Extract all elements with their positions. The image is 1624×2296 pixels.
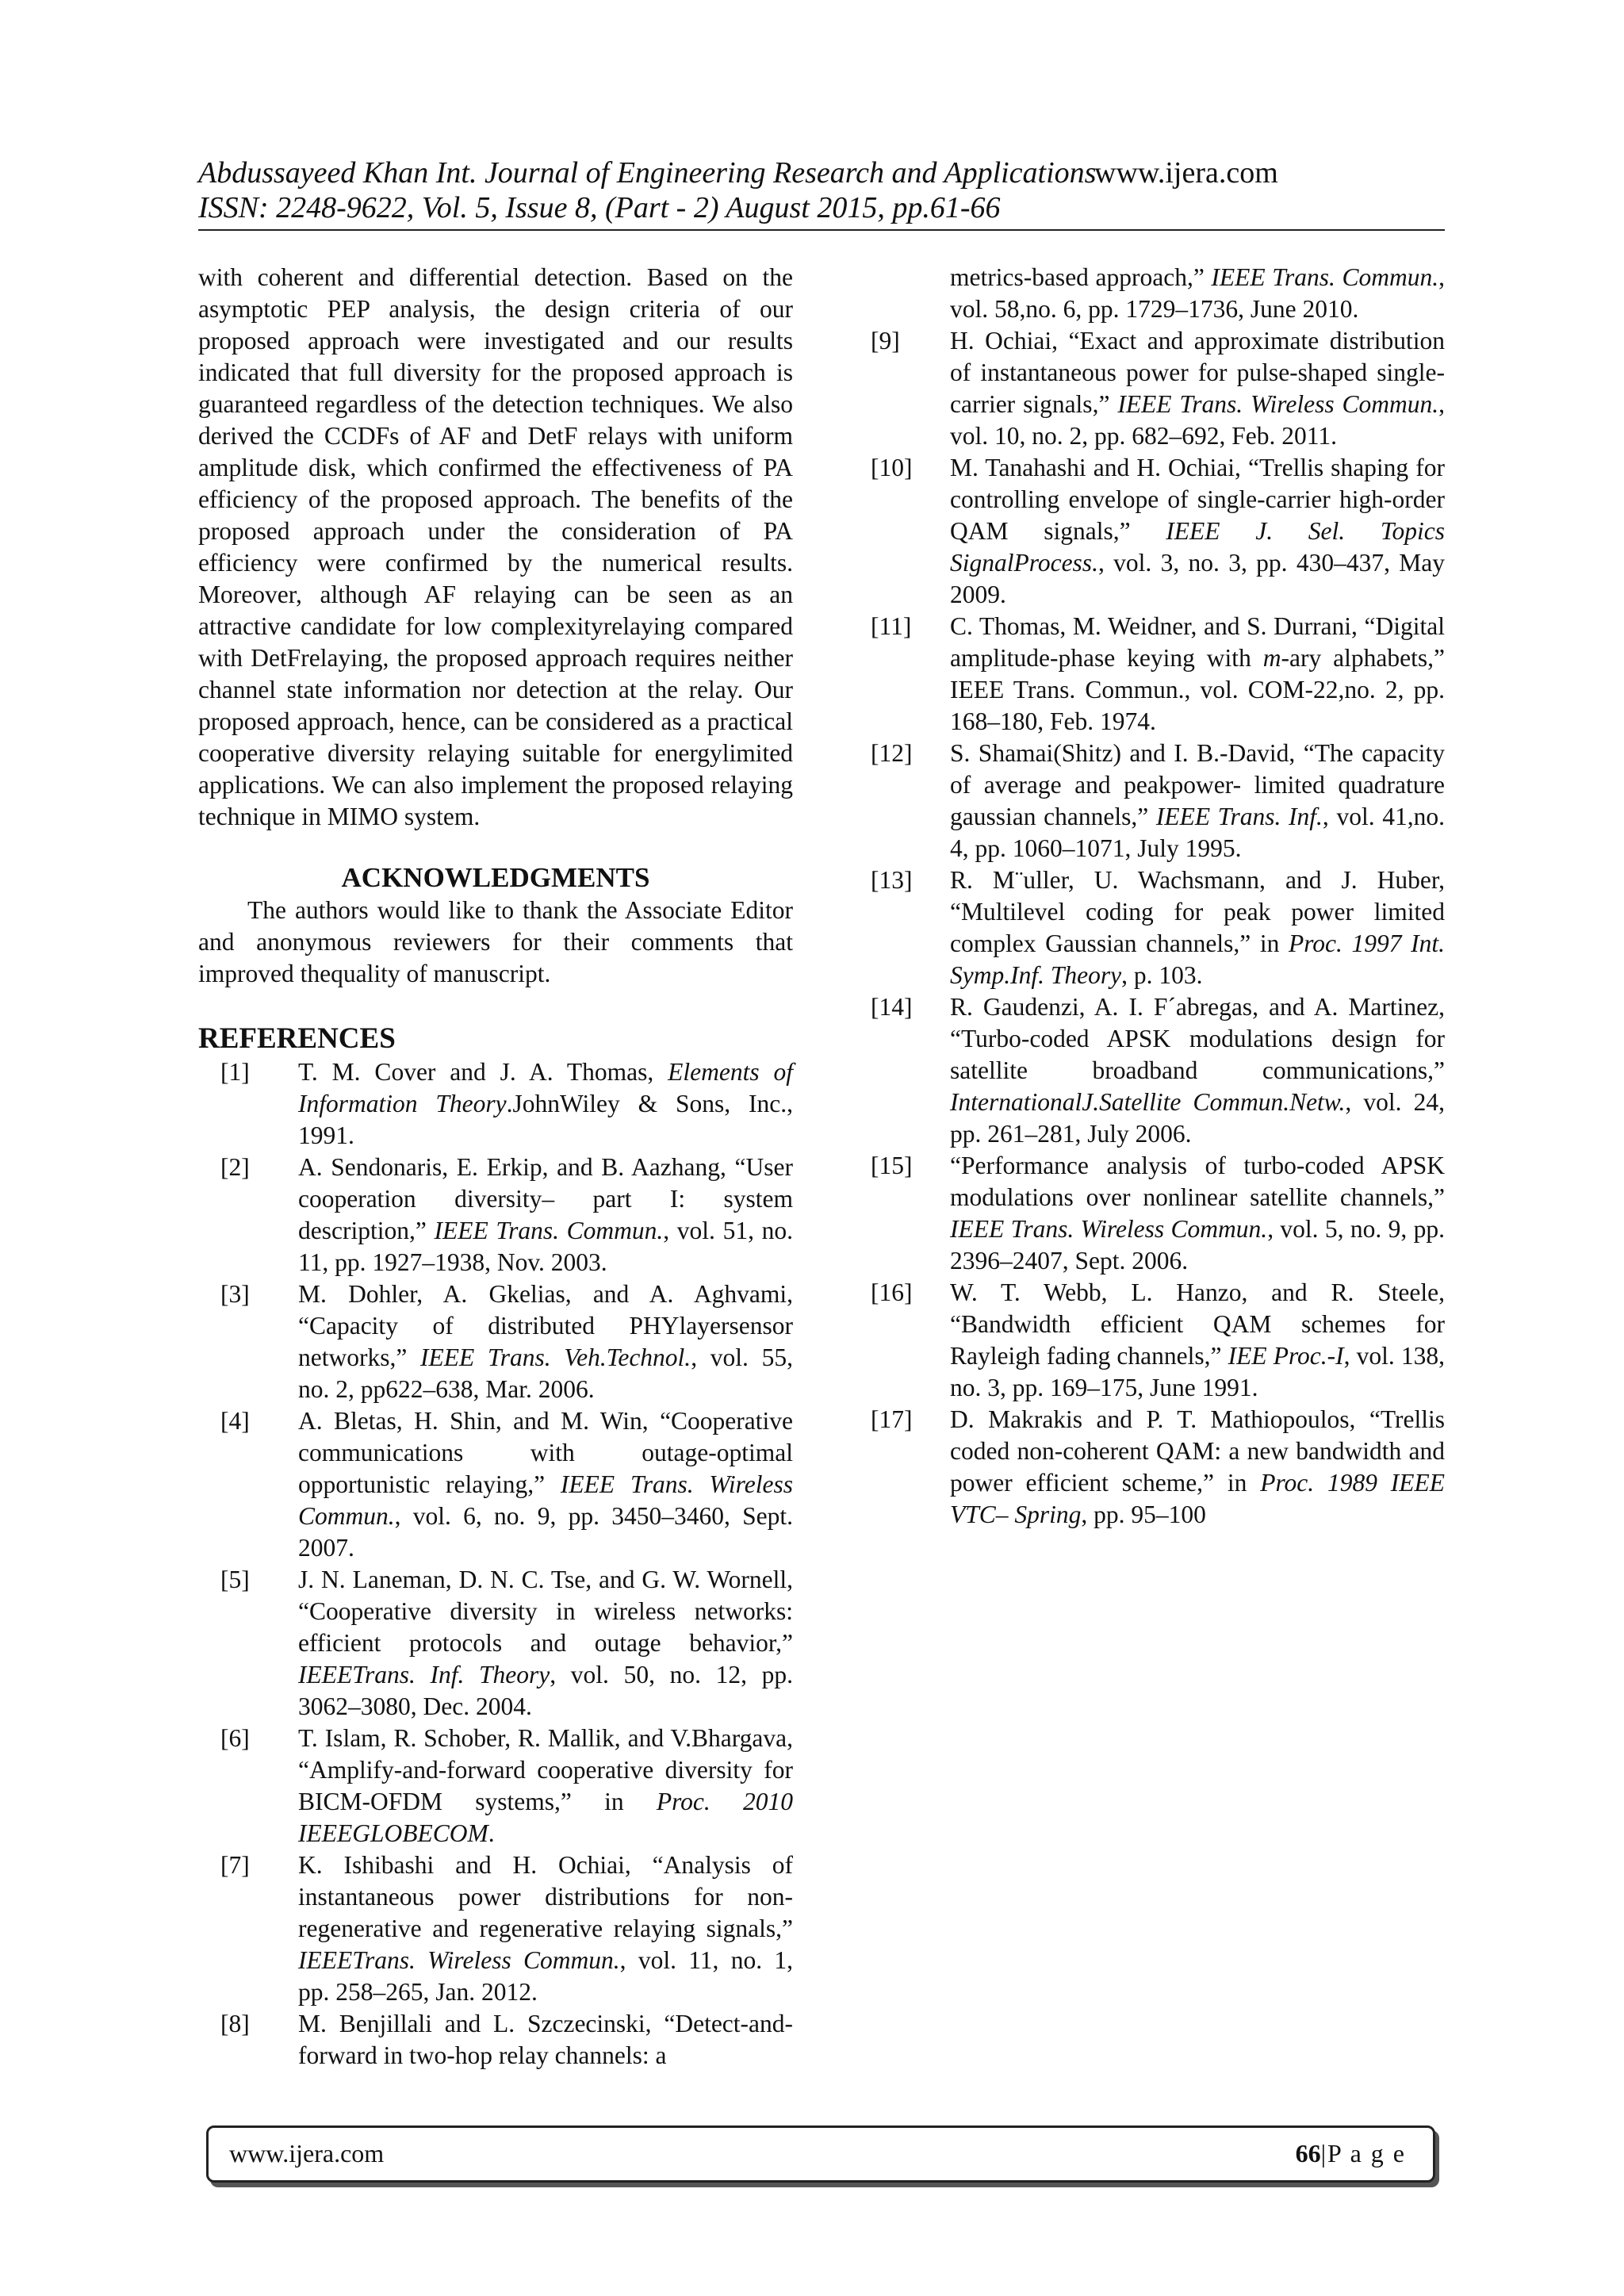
acknowledgments-text: The authors would like to thank the Associate Editor and anonymous reviewers for their comments that improved thequality of manuscript. <box>198 896 793 987</box>
reference-item: [11] C. Thomas, M. Weidner, and S. Durrani, “Digital amplitude-phase keying with m-ary alphabets,” IEEE Trans. Commun., vol. COM-22,no. 2, pp. 168–180, Feb. 1974. <box>871 612 1445 735</box>
reference-number: [1] <box>220 1058 250 1086</box>
running-header <box>198 155 1445 225</box>
acknowledgments-heading: ACKNOWLEDGMENTS <box>341 862 650 893</box>
reference-item: [5] J. N. Laneman, D. N. C. Tse, and G. W. Wornell, “Cooperative diversity in wireless networks: efficient protocols and outage behavior,” IEEETrans. Inf. Theory, vol. 50, no. 12, pp. 3062–3080, Dec. 2004. <box>220 1566 793 1720</box>
reference-item: [6] T. Islam, R. Schober, R. Mallik, and V.Bhargava, “Amplify-and-forward cooperative diversity for BICM-OFDM systems,” in Proc. 2010 IEEEGLOBECOM. <box>220 1724 794 1847</box>
reference-item: [2] A. Sendonaris, E. Erkip, and B. Aazhang, “User cooperation diversity– part I: system description,” IEEE Trans. Commun., vol. 51, no. 11, pp. 1927–1938, Nov. 2003. <box>220 1153 793 1276</box>
reference-number: [14] <box>871 993 913 1021</box>
reference-number: [10] <box>871 454 913 481</box>
references-heading: REFERENCES <box>198 1022 396 1055</box>
reference-item: [12] S. Shamai(Shitz) and I. B.-David, “The capacity of average and peakpower- limited quadrature gaussian channels,” IEEE Trans. Inf., vol. 41,no. 4, pp. 1060–1071, July 1995. <box>871 739 1445 862</box>
journal-url[interactable]: www.ijera.com <box>1094 156 1278 190</box>
reference-item: [7] K. Ishibashi and H. Ochiai, “Analysis of instantaneous power distributions for non-regenerative and regenerative relaying signals,” IEEETrans. Wireless Commun., vol. 11, no. 1, pp. 258–265, Jan. 2012. <box>220 1851 793 2006</box>
header-line-2: ISSN: 2248-9622, Vol. 5, Issue 8, (Part - 2) August 2015, pp.61-66 <box>198 191 1001 224</box>
reference-item: [3] M. Dohler, A. Gkelias, and A. Aghvami, “Capacity of distributed PHYlayersensor networks,” IEEE Trans. Veh.Technol., vol. 55, no. 2, pp622–638, Mar. 2006. <box>220 1280 793 1403</box>
reference-item: [16] W. T. Webb, L. Hanzo, and R. Steele, “Bandwidth efficient QAM schemes for Rayleigh fading channels,” IEE Proc.-I, vol. 138, no. 3, pp. 169–175, June 1991. <box>871 1278 1446 1401</box>
reference-number: [17] <box>871 1405 913 1433</box>
page-number <box>1296 2139 1406 2168</box>
reference-number: [16] <box>871 1278 913 1306</box>
reference-number: [15] <box>871 1152 913 1179</box>
left-column <box>198 262 793 2072</box>
reference-item: [15] “Performance analysis of turbo-coded APSK modulations over nonlinear satellite channels,” IEEE Trans. Wireless Commun., vol. 5, no. 9, pp. 2396–2407, Sept. 2006. <box>871 1152 1445 1274</box>
reference-number: [12] <box>871 739 913 767</box>
reference-item: [9] H. Ochiai, “Exact and approximate distribution of instantaneous power for pulse-shaped single-carrier signals,” IEEE Trans. Wireless Commun., vol. 10, no. 2, pp. 682–692, Feb. 2011. <box>871 327 1445 450</box>
header-divider <box>198 229 1445 231</box>
reference-number: [11] <box>871 612 912 640</box>
reference-number: [2] <box>220 1153 250 1181</box>
reference-continuation: metrics-based approach,” IEEE Trans. Commun., vol. 58,no. 6, pp. 1729–1736, June 2010. <box>950 263 1445 323</box>
reference-item: [10] M. Tanahashi and H. Ochiai, “Trellis shaping for controlling envelope of single-carrier high-order QAM signals,” IEEE J. Sel. Topics SignalProcess., vol. 3, no. 3, pp. 430–437, May 2009. <box>871 454 1445 608</box>
reference-number: [13] <box>871 866 913 894</box>
reference-number: [9] <box>871 327 900 355</box>
reference-item: [1] T. M. Cover and J. A. Thomas, Elements of Information Theory.JohnWiley & Sons, Inc., 1991. <box>220 1058 793 1149</box>
reference-number: [5] <box>220 1566 250 1593</box>
conclusion-paragraph: with coherent and differential detection. Based on the asymptotic PEP analysis, the design criteria of our proposed approach were investigated and our results indicated that full diversity for the proposed approach is guaranteed regardless of the detection techniques. We also derived the CCDFs of AF and DetF relays with uniform amplitude disk, which confirmed the effectiveness of PA efficiency of the proposed approach. The benefits of the proposed approach under the consideration of PA efficiency were confirmed by the numerical results. Moreover, although AF relaying can be seen as an attractive candidate for low complexityrelaying compared with DetFrelaying, the proposed approach requires neither channel state information nor detection at the relay. Our proposed approach, hence, can be considered as a practical cooperative diversity relaying suitable for energylimited applications. We can also implement the proposed relaying technique in MIMO system. <box>198 263 793 830</box>
header-line-1 <box>198 155 1445 190</box>
reference-item: [8] M. Benjillali and L. Szczecinski, “Detect-and-forward in two-hop relay channels: a <box>220 2010 793 2069</box>
reference-number: [6] <box>220 1724 250 1752</box>
right-column <box>871 262 1445 1531</box>
reference-item: [13] R. M¨uller, U. Wachsmann, and J. Huber, “Multilevel coding for peak power limited complex Gaussian channels,” in Proc. 1997 Int. Symp.Inf. Theory, p. 103. <box>871 866 1445 989</box>
footer-url[interactable]: www.ijera.com <box>229 2139 385 2168</box>
reference-number: [4] <box>220 1407 250 1435</box>
reference-item: [17] D. Makrakis and P. T. Mathiopoulos, “Trellis coded non-coherent QAM: a new bandwidth and power efficient scheme,” in Proc. 1989 IEEE VTC– Spring, pp. 95–100 <box>871 1405 1446 1528</box>
journal-title: Abdussayeed Khan Int. Journal of Engineering Research and Applications <box>198 156 1097 190</box>
reference-number: [7] <box>220 1851 250 1879</box>
reference-number: [8] <box>220 2010 250 2037</box>
reference-item: [14] R. Gaudenzi, A. I. F´abregas, and A. Martinez, “Turbo-coded APSK modulations design for satellite broadband communications,” InternationalJ.Satellite Commun.Netw., vol. 24, pp. 261–281, July 2006. <box>871 993 1445 1148</box>
reference-number: [3] <box>220 1280 250 1308</box>
reference-item: [4] A. Bletas, H. Shin, and M. Win, “Cooperative communications with outage-optimal opportunistic relaying,” IEEE Trans. Wireless Commun., vol. 6, no. 9, pp. 3450–3460, Sept. 2007. <box>220 1407 793 1562</box>
page-footer <box>206 2125 1435 2183</box>
page-number-value: 66 <box>1295 2139 1321 2168</box>
page-label: |P a g e <box>1320 2139 1406 2168</box>
